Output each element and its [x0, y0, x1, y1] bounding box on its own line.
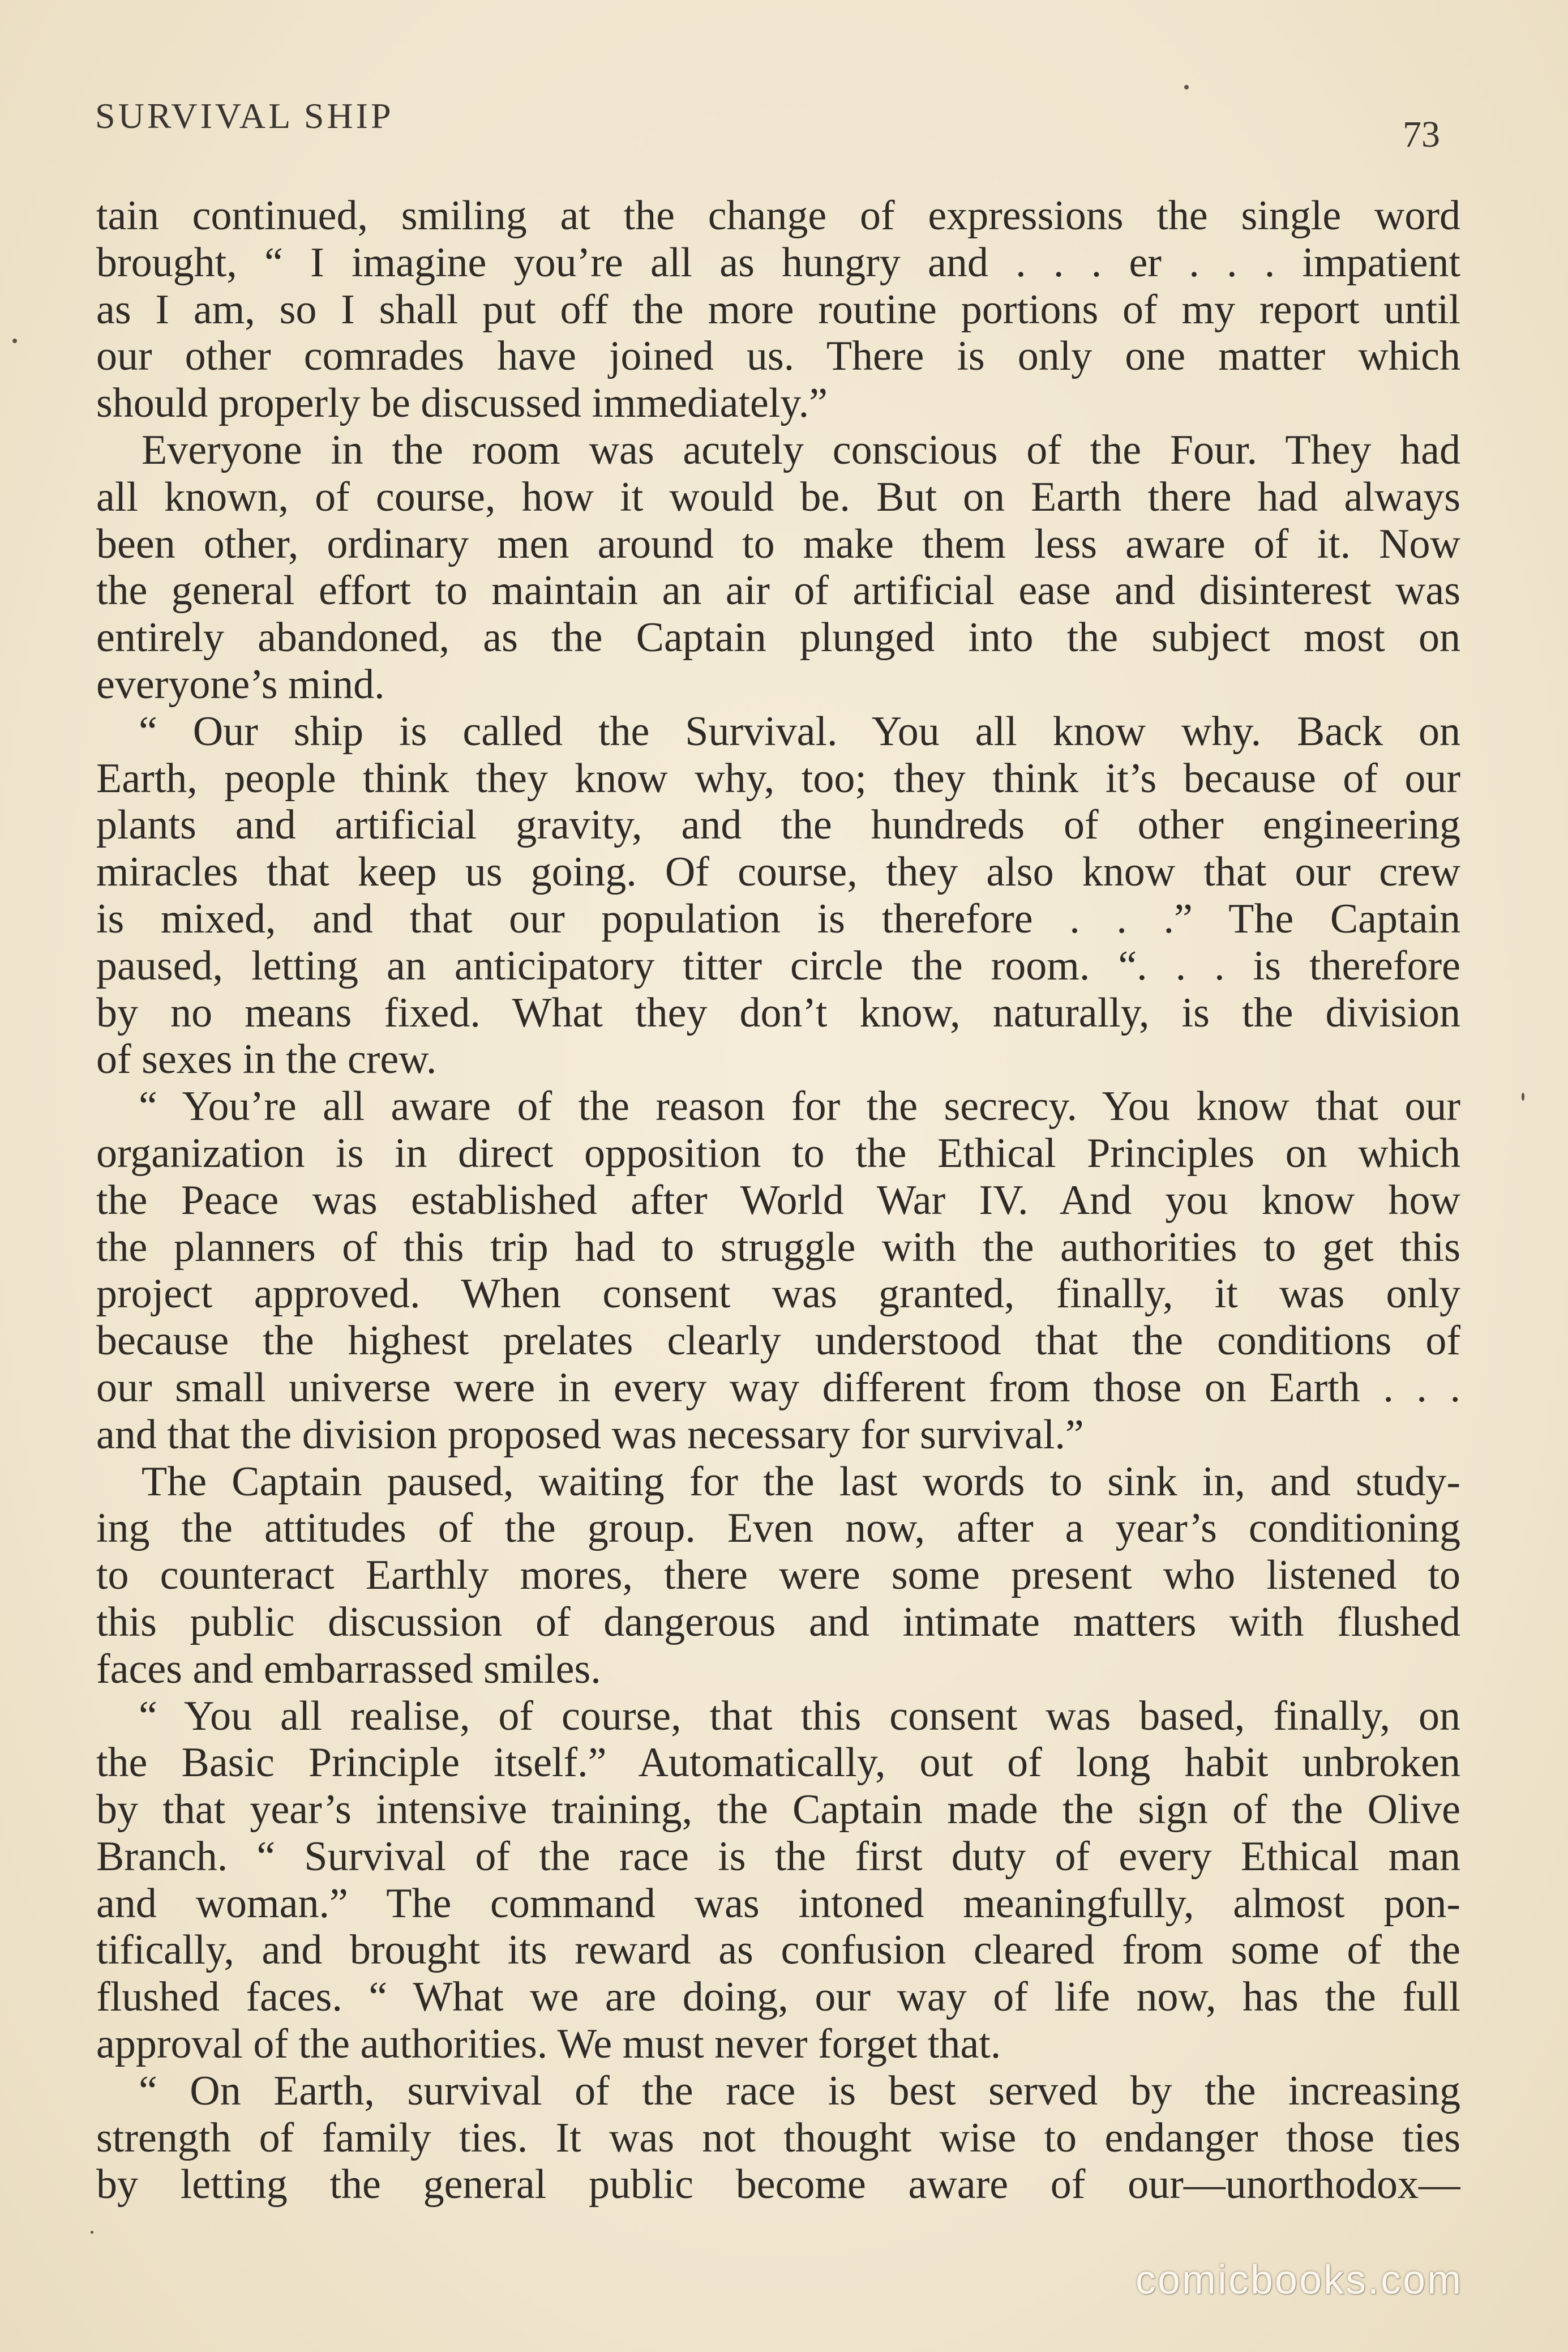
text-line: approval of the authorities. We must never forget that.	[96, 2021, 1001, 2068]
text-line: paused, letting an anticipatory titter circle the room. “. . . is therefore	[96, 942, 1460, 989]
text-line: flushed faces. “ What we are doing, our way of life now, has the full	[96, 1974, 1460, 2021]
running-head: SURVIVAL SHIP	[95, 96, 394, 136]
text-line: is mixed, and that our population is therefore . . .” The Captain	[96, 895, 1460, 942]
paper-speck	[1184, 85, 1189, 89]
text-line: faces and embarrassed smiles.	[96, 1645, 601, 1692]
paper-speck	[91, 2231, 93, 2234]
text-line: tifically, and brought its reward as confusion cleared from some of the	[96, 1927, 1460, 1974]
text-line: ing the attitudes of the group. Even now, after a year’s conditioning	[96, 1505, 1460, 1552]
page-number: 73	[1403, 114, 1440, 155]
paper-speck	[1522, 1093, 1524, 1101]
text-line: by letting the general public become aware of our—unorthodox—	[96, 2161, 1460, 2208]
text-line: been other, ordinary men around to make them less aware of it. Now	[96, 520, 1460, 567]
text-line: and woman.” The command was intoned meaningfully, almost pon-	[96, 1880, 1460, 1927]
body-text	[96, 193, 1460, 2208]
text-line: “ You all realise, of course, that this consent was based, finally, on	[139, 1692, 1460, 1739]
text-line: and that the division proposed was necessary for survival.”	[96, 1411, 1084, 1458]
text-line: because the highest prelates clearly understood that the conditions of	[96, 1318, 1460, 1365]
text-line: “ You’re all aware of the reason for the secrecy. You know that our	[139, 1083, 1460, 1130]
text-line: our small universe were in every way different from those on Earth . . .	[96, 1364, 1460, 1411]
text-line: the general effort to maintain an air of artificial ease and disinterest was	[96, 567, 1460, 614]
text-line: to counteract Earthly mores, there were some present who listened to	[96, 1552, 1460, 1599]
text-line: “ On Earth, survival of the race is best served by the increasing	[139, 2067, 1460, 2114]
text-line: all known, of course, how it would be. But on Earth there had always	[96, 473, 1460, 520]
text-line: the planners of this trip had to struggle with the authorities to get this	[96, 1224, 1460, 1271]
text-line: miracles that keep us going. Of course, they also know that our crew	[96, 849, 1460, 896]
text-line: project approved. When consent was granted, finally, it was only	[96, 1271, 1460, 1318]
text-line: the Peace was established after World War IV. And you know how	[96, 1177, 1460, 1224]
text-line: organization is in direct opposition to the Ethical Principles on which	[96, 1130, 1460, 1177]
text-line: this public discussion of dangerous and intimate matters with flushed	[96, 1598, 1460, 1645]
text-line: by no means fixed. What they don’t know, naturally, is the division	[96, 989, 1460, 1036]
text-line: “ Our ship is called the Survival. You all know why. Back on	[139, 708, 1460, 755]
text-line: Earth, people think they know why, too; they think it’s because of our	[96, 755, 1460, 802]
text-line: as I am, so I shall put off the more routine portions of my report until	[96, 286, 1460, 333]
text-line: tain continued, smiling at the change of expressions the single word	[96, 193, 1460, 239]
paper-speck	[12, 339, 17, 343]
text-line: plants and artificial gravity, and the hundreds of other engineering	[96, 802, 1460, 849]
text-line: strength of family ties. It was not thought wise to endanger those ties	[96, 2114, 1460, 2161]
text-line: by that year’s intensive training, the Captain made the sign of the Olive	[96, 1786, 1460, 1833]
text-line: entirely abandoned, as the Captain plunged into the subject most on	[96, 614, 1460, 661]
text-line: should properly be discussed immediately.”	[96, 380, 828, 427]
text-line: the Basic Principle itself.” Automatically, out of long habit unbroken	[96, 1739, 1460, 1786]
text-line: of sexes in the crew.	[96, 1036, 437, 1083]
text-line: The Captain paused, waiting for the last words to sink in, and study-	[142, 1458, 1460, 1505]
text-line: Everyone in the room was acutely conscious of the Four. They had	[142, 426, 1460, 473]
text-line: our other comrades have joined us. There is only one matter which	[96, 333, 1460, 380]
text-line: everyone’s mind.	[96, 661, 385, 708]
text-line: brought, “ I imagine you’re all as hungry and . . . er . . . impatient	[96, 239, 1460, 286]
text-line: Branch. “ Survival of the race is the first duty of every Ethical man	[96, 1833, 1460, 1880]
watermark: comicbooks.com	[1136, 2257, 1463, 2303]
